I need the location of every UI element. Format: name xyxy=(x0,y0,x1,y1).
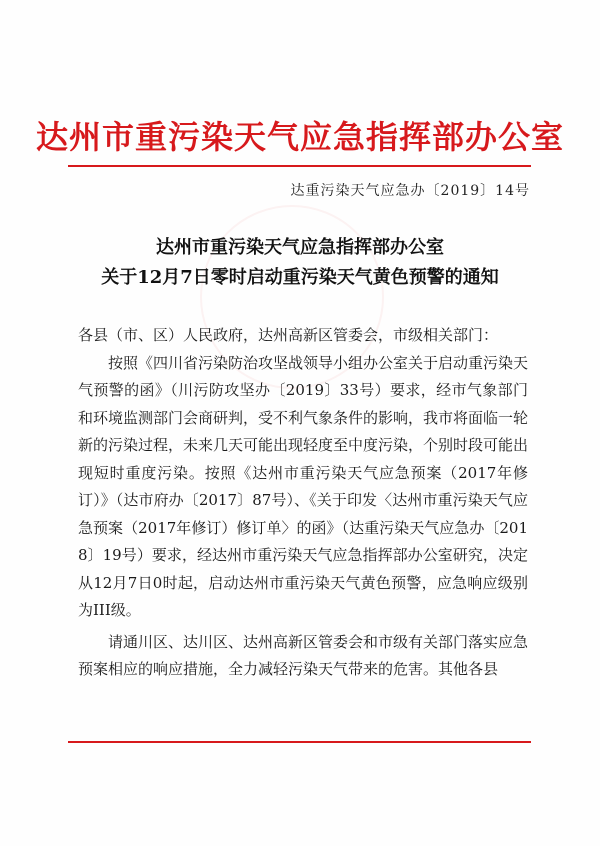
org-header-title: 达州市重污染天气应急指挥部办公室 xyxy=(35,118,564,156)
notice-title-line-2: 关于12月7日零时启动重污染天气黄色预警的通知 xyxy=(101,267,499,288)
footer-red-rule xyxy=(68,741,531,743)
notice-title xyxy=(0,233,600,293)
document-number: 达重污染天气应急办〔2019〕14号 xyxy=(290,183,530,199)
notice-body xyxy=(78,322,528,684)
salutation: 各县（市、区）人民政府，达州高新区管委会，市级相关部门： xyxy=(78,326,499,344)
notice-title-line-1: 达州市重污染天气应急指挥部办公室 xyxy=(156,237,444,258)
body-paragraph-2: 请通川区、达川区、达州高新区管委会和市级有关部门落实应急预案相应的响应措施，全力减轻污染天气带来的危害。其他各县 xyxy=(78,632,529,678)
body-paragraph-1: 按照《四川省污染防治攻坚战领导小组办公室关于启动重污染天气预警的函》（川污防攻坚办〔2019〕33号）要求，经市气象部门和环境监测部门会商研判，受不利气象条件的影响，我市将面临一轮新的污染过程，未来几天可能出现轻度至中度污染，个别时段可能出现短时重度污染。按照《达州市重污染天气应急预案（2017年修订）》（达市府办〔2017〕87号）、《关于印发〈达州市重污染天气应急预案（2017年修订）修订单〉的函》（达重污染天气应急办〔2018〕19号）要求，经达州市重污染天气应急指挥部办公室研究，决定从12月7日0时起，启动达州市重污染天气黄色预警，应急响应级别为III级。 xyxy=(78,353,529,619)
header-red-rule xyxy=(68,165,531,167)
